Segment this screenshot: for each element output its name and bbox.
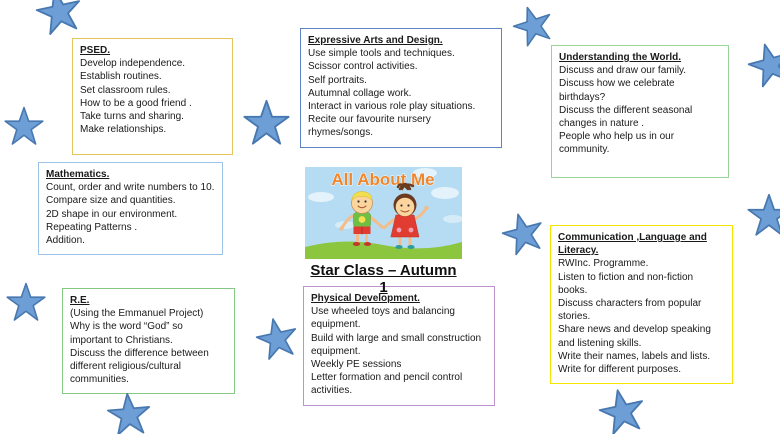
topic-line: How to be a good friend .: [80, 97, 192, 109]
topic-line: Autumnal collage work.: [308, 87, 412, 99]
topic-box-expressive-arts: [300, 28, 502, 148]
topic-box-communication-literacy: [550, 225, 733, 384]
topic-line: Scissor control activities.: [308, 61, 418, 73]
star-icon: [6, 281, 46, 323]
topic-line: Set classroom rules.: [80, 84, 171, 96]
topic-box-psed: [72, 38, 233, 155]
topic-line: Why is the word “God” so important to Christians.: [70, 321, 183, 346]
topic-line: Write for different purposes.: [558, 363, 682, 375]
star-icon: [747, 193, 780, 237]
center-block: [305, 167, 462, 296]
topic-line: Weekly PE sessions: [311, 358, 402, 370]
topic-title: Understanding the World.: [559, 52, 682, 63]
topic-line: Recite our favourite nursery rhymes/songs.: [308, 114, 431, 139]
topic-line: Share news and develop speaking and listening skills.: [558, 324, 711, 349]
topic-line: Develop independence.: [80, 58, 186, 70]
topic-line: RWInc. Programme.: [558, 258, 649, 270]
topic-title: R.E.: [70, 295, 90, 306]
topic-title: PSED.: [80, 45, 111, 56]
star-icon: [243, 99, 290, 146]
topic-line: Make relationships.: [80, 124, 167, 136]
topic-line: Use wheeled toys and balancing equipment.: [311, 306, 455, 331]
topic-line: Count, order and write numbers to 10.: [46, 182, 215, 194]
star-icon: [32, 0, 87, 38]
topic-box-understanding-world: [551, 45, 729, 178]
star-icon: [252, 312, 302, 364]
topic-line: Interact in various role play situations.: [308, 100, 476, 112]
topic-line: Repeating Patterns .: [46, 221, 138, 233]
topic-box-re: [62, 288, 235, 394]
topic-line: Discuss the different seasonal changes in nature .: [559, 104, 693, 129]
star-icon: [497, 206, 549, 259]
topic-title: Communication ,Language and Literacy.: [558, 232, 707, 257]
topic-line: Discuss characters from popular stories.: [558, 297, 702, 323]
topic-line: Self portraits.: [308, 74, 367, 86]
topic-line: Establish routines.: [80, 71, 162, 83]
topic-line: Take turns and sharing.: [80, 110, 184, 122]
topic-box-physical-development: [303, 286, 495, 406]
topic-line: Discuss the difference between different religious/cultural communities.: [70, 347, 209, 386]
topic-line: Addition.: [46, 234, 85, 246]
topic-line: Letter formation and pencil control activities.: [311, 372, 463, 397]
topic-line: Use simple tools and techniques.: [308, 48, 455, 60]
star-icon: [4, 106, 44, 146]
illustration-title: All About Me: [331, 170, 435, 189]
topic-line: Build with large and small construction equipment.: [311, 332, 482, 357]
star-icon: [743, 37, 780, 91]
class-caption: Star Class – Autumn 1: [310, 262, 457, 296]
topic-title: Mathematics.: [46, 169, 110, 180]
star-icon: [508, 0, 558, 50]
topic-line: Discuss and draw our family.: [559, 65, 687, 77]
star-icon: [595, 384, 650, 434]
topic-title: Expressive Arts and Design.: [308, 35, 443, 46]
topic-line: (Using the Emmanuel Project): [70, 308, 204, 320]
topic-line: 2D shape in our environment.: [46, 208, 178, 220]
topic-line: People who help us in our community.: [559, 131, 675, 156]
topic-box-mathematics: [38, 162, 223, 255]
all-about-me-illustration: [305, 167, 462, 259]
star-icon: [105, 390, 153, 434]
topic-line: Compare size and quantities.: [46, 195, 176, 207]
topic-title: Physical Development.: [311, 293, 420, 304]
topic-line: Listen to fiction and non-fiction books.: [558, 271, 694, 296]
topic-line: Discuss how we celebrate birthdays?: [559, 78, 675, 103]
topic-line: Write their names, labels and lists.: [558, 350, 711, 362]
